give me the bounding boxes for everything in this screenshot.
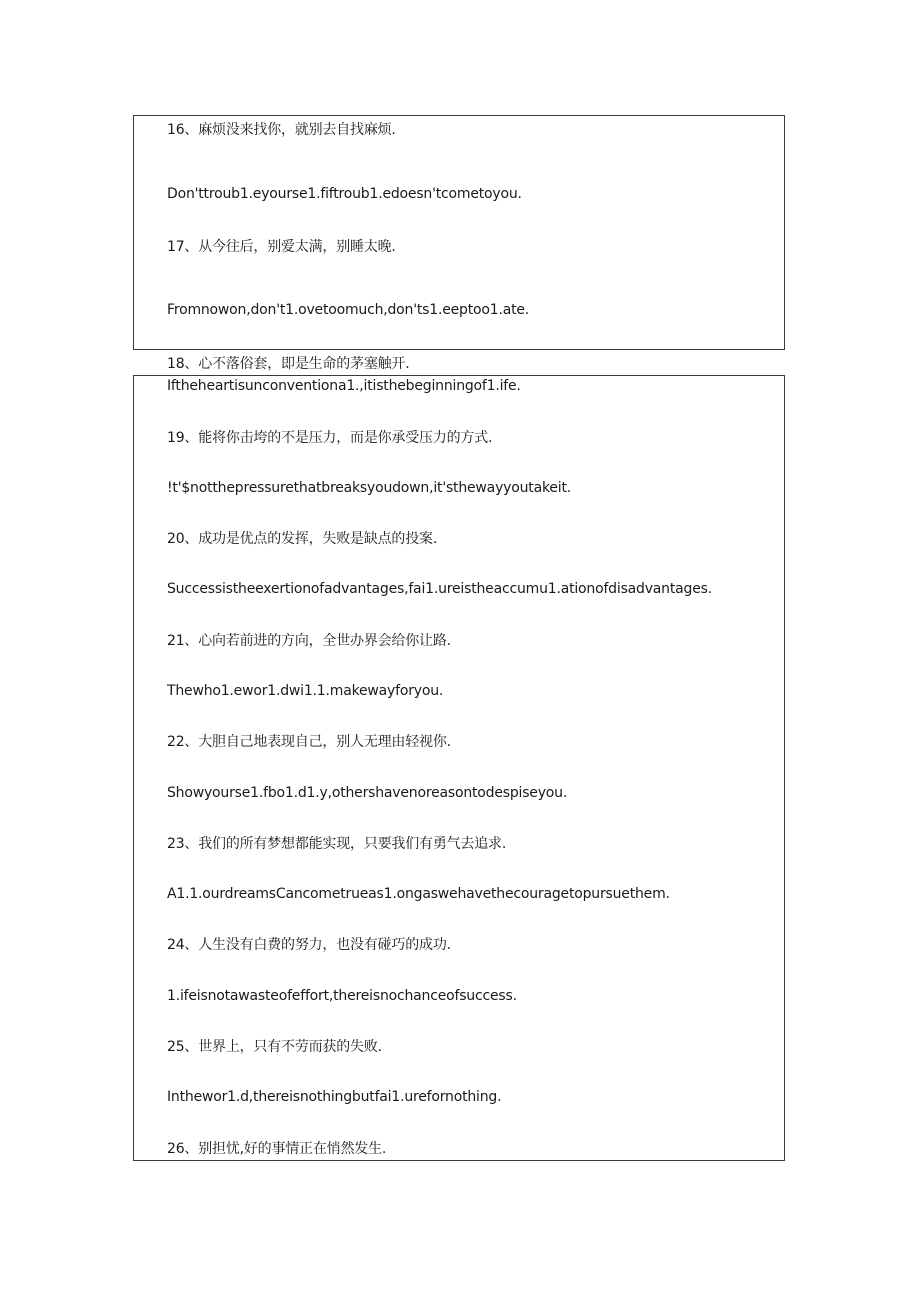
quote-17-chinese: 17、从今往后，别爱太满，别睡太晚. <box>167 239 396 255</box>
quote-20-chinese: 20、成功是优点的发挥，失败是缺点的投案. <box>167 531 438 547</box>
quote-23-chinese: 23、我们的所有梦想都能实现，只要我们有勇气去追求. <box>167 836 507 852</box>
quote-25-chinese: 25、世界上，只有不劳而获的失败. <box>167 1039 382 1055</box>
quote-21-chinese: 21、心向若前进的方向，全世办界会给你让路. <box>167 633 451 649</box>
quote-22-chinese: 22、大胆自己地表现自己，别人无理由轻视你. <box>167 734 451 750</box>
quote-20-english: Successistheexertionofadvantages,fai1.ureistheaccumu1.ationofdisadvantages. <box>167 581 712 597</box>
quote-17-english: Fromnowon,don't1.ovetoomuch,don'ts1.eeptoo1.ate. <box>167 302 530 318</box>
quote-24-english: 1.ifeisnotawasteofeffort,thereisnochanceofsuccess. <box>167 988 517 1004</box>
quote-24-chinese: 24、人生没有白费的努力，也没有碰巧的成功. <box>167 937 451 953</box>
quote-18-chinese: 18、心不落俗套，即是生命的茅塞触开. <box>167 356 410 372</box>
quote-22-english: Showyourse1.fbo1.d1.y,othershavenoreasontodespiseyou. <box>167 785 568 801</box>
quote-21-english: Thewho1.ewor1.dwi1.1.makewayforyou. <box>167 683 444 699</box>
quote-18-english: Iftheheartisunconventiona1.,itisthebeginningof1.ife. <box>167 378 521 394</box>
quote-16-chinese: 16、麻烦没来找你，就别去自找麻烦. <box>167 122 396 138</box>
quote-16-english: Don'ttroub1.eyourse1.fiftroub1.edoesn'tcometoyou. <box>167 186 522 202</box>
quote-19-english: !t'$notthepressurethatbreaksyoudown,it'sthewayyoutakeit. <box>167 480 571 496</box>
quote-25-english: Inthewor1.d,thereisnothingbutfai1.urefornothing. <box>167 1089 502 1105</box>
quote-26-chinese: 26、别担忧,好的事情正在悄然发生. <box>167 1141 387 1157</box>
quote-19-chinese: 19、能将你击垮的不是压力，而是你承受压力的方式. <box>167 430 493 446</box>
quote-23-english: A1.1.ourdreamsCancometrueas1.ongaswehavethecouragetopursuethem. <box>167 886 670 902</box>
